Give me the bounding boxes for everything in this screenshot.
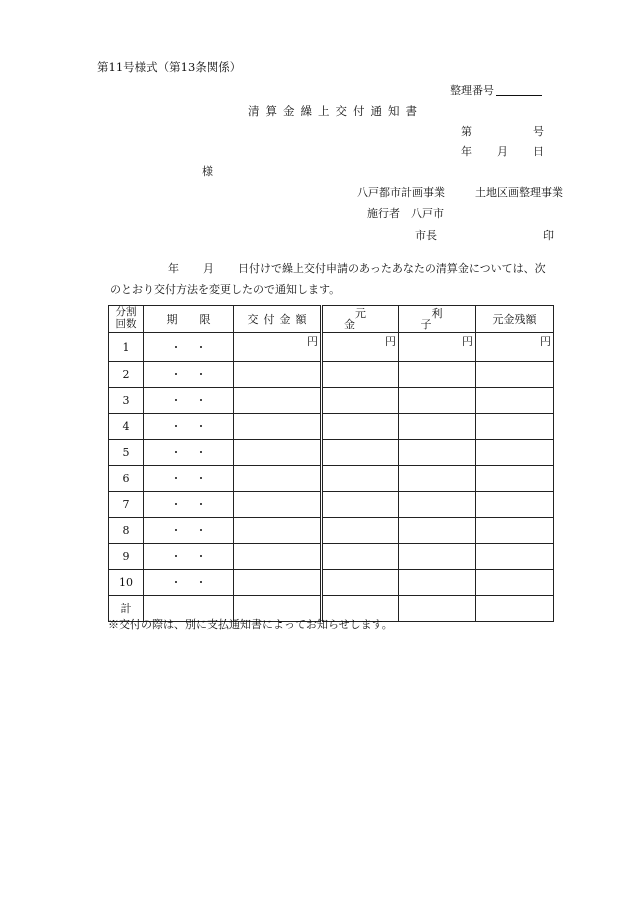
principal-cell[interactable] xyxy=(322,414,399,440)
seal-mark: 印 xyxy=(543,229,554,242)
total-principal-balance-cell[interactable] xyxy=(476,596,554,622)
row-number: 2 xyxy=(109,362,144,388)
delivery-amount-cell[interactable] xyxy=(234,492,322,518)
table-row xyxy=(109,388,554,414)
number-suffix: 号 xyxy=(533,125,544,138)
table-row xyxy=(109,518,554,544)
row-number: 9 xyxy=(109,544,144,570)
table-row xyxy=(109,414,554,440)
period-cell[interactable]: ・・ xyxy=(144,570,234,596)
table-row xyxy=(109,440,554,466)
reference-number-label: 整理番号 xyxy=(450,84,494,97)
principal-balance-cell[interactable] xyxy=(476,388,554,414)
date-month: 月 xyxy=(497,145,508,158)
principal-cell[interactable] xyxy=(322,466,399,492)
date-day: 日 xyxy=(533,145,544,158)
period-cell[interactable]: ・・ xyxy=(144,492,234,518)
table-row xyxy=(109,492,554,518)
principal-balance-cell[interactable]: 円 xyxy=(476,333,554,362)
row-number: 8 xyxy=(109,518,144,544)
body-year: 年 xyxy=(168,262,179,275)
principal-cell[interactable] xyxy=(322,518,399,544)
form-label: 第11号様式（第13条関係） xyxy=(97,60,242,74)
mayor-label: 市長 xyxy=(415,229,437,242)
period-cell[interactable]: ・・ xyxy=(144,388,234,414)
interest-cell[interactable] xyxy=(399,492,476,518)
footer-note: ※交付の際は、別に支払通知書によってお知らせします。 xyxy=(108,618,393,631)
header-principal: 元金 xyxy=(322,306,399,333)
body-sentence-line2: のとおり交付方法を変更したので通知します。 xyxy=(110,283,341,296)
total-label: 計 xyxy=(109,596,144,622)
table-row xyxy=(109,362,554,388)
interest-cell[interactable] xyxy=(399,388,476,414)
interest-cell[interactable] xyxy=(399,570,476,596)
header-period: 期限 xyxy=(144,306,234,333)
interest-cell[interactable] xyxy=(399,466,476,492)
period-cell[interactable]: ・・ xyxy=(144,333,234,362)
interest-cell[interactable]: 円 xyxy=(399,333,476,362)
delivery-amount-cell[interactable] xyxy=(234,570,322,596)
table-row xyxy=(109,466,554,492)
body-month: 月 xyxy=(203,262,214,275)
principal-cell[interactable] xyxy=(322,544,399,570)
principal-balance-cell[interactable] xyxy=(476,570,554,596)
delivery-amount-cell[interactable] xyxy=(234,414,322,440)
row-number: 10 xyxy=(109,570,144,596)
principal-balance-cell[interactable] xyxy=(476,544,554,570)
principal-cell[interactable] xyxy=(322,362,399,388)
row-number: 3 xyxy=(109,388,144,414)
interest-cell[interactable] xyxy=(399,518,476,544)
interest-cell[interactable] xyxy=(399,362,476,388)
principal-cell[interactable] xyxy=(322,570,399,596)
organization-line2: 土地区画整理事業 xyxy=(475,186,563,199)
principal-balance-cell[interactable] xyxy=(476,518,554,544)
row-number: 4 xyxy=(109,414,144,440)
delivery-amount-cell[interactable] xyxy=(234,440,322,466)
header-installment: 分割 回数 xyxy=(109,306,144,333)
document-title: 清算金繰上交付通知書 xyxy=(248,104,423,118)
period-cell[interactable]: ・・ xyxy=(144,414,234,440)
principal-balance-cell[interactable] xyxy=(476,440,554,466)
table-row xyxy=(109,333,554,362)
period-cell[interactable]: ・・ xyxy=(144,362,234,388)
interest-cell[interactable] xyxy=(399,440,476,466)
row-number: 6 xyxy=(109,466,144,492)
delivery-amount-cell[interactable] xyxy=(234,466,322,492)
delivery-amount-cell[interactable] xyxy=(234,544,322,570)
interest-cell[interactable] xyxy=(399,544,476,570)
principal-balance-cell[interactable] xyxy=(476,414,554,440)
installment-table xyxy=(108,305,554,622)
period-cell[interactable]: ・・ xyxy=(144,466,234,492)
date-year: 年 xyxy=(461,145,472,158)
table-row xyxy=(109,544,554,570)
delivery-amount-cell[interactable] xyxy=(234,388,322,414)
header-interest: 利子 xyxy=(399,306,476,333)
principal-balance-cell[interactable] xyxy=(476,492,554,518)
principal-balance-cell[interactable] xyxy=(476,466,554,492)
total-interest-cell[interactable] xyxy=(399,596,476,622)
table-row xyxy=(109,570,554,596)
reference-number-blank[interactable] xyxy=(496,84,542,96)
row-number: 7 xyxy=(109,492,144,518)
delivery-amount-cell[interactable]: 円 xyxy=(234,333,322,362)
delivery-amount-cell[interactable] xyxy=(234,518,322,544)
table-header-row xyxy=(109,306,554,333)
body-sentence-line1: 日付けで繰上交付申請のあったあなたの清算金については、次 xyxy=(238,262,546,275)
header-principal-balance: 元金残額 xyxy=(476,306,554,333)
principal-balance-cell[interactable] xyxy=(476,362,554,388)
principal-cell[interactable] xyxy=(322,492,399,518)
principal-cell[interactable] xyxy=(322,388,399,414)
period-cell[interactable]: ・・ xyxy=(144,440,234,466)
delivery-amount-cell[interactable] xyxy=(234,362,322,388)
addressee-suffix: 様 xyxy=(202,165,213,178)
reference-number xyxy=(450,84,542,96)
number-prefix: 第 xyxy=(461,125,472,138)
period-cell[interactable]: ・・ xyxy=(144,544,234,570)
issuer: 施行者 八戸市 xyxy=(367,207,444,220)
organization-line1: 八戸都市計画事業 xyxy=(357,186,445,199)
interest-cell[interactable] xyxy=(399,414,476,440)
row-number: 1 xyxy=(109,333,144,362)
principal-cell[interactable]: 円 xyxy=(322,333,399,362)
header-delivery-amount: 交付金額 xyxy=(234,306,322,333)
period-cell[interactable]: ・・ xyxy=(144,518,234,544)
row-number: 5 xyxy=(109,440,144,466)
principal-cell[interactable] xyxy=(322,440,399,466)
